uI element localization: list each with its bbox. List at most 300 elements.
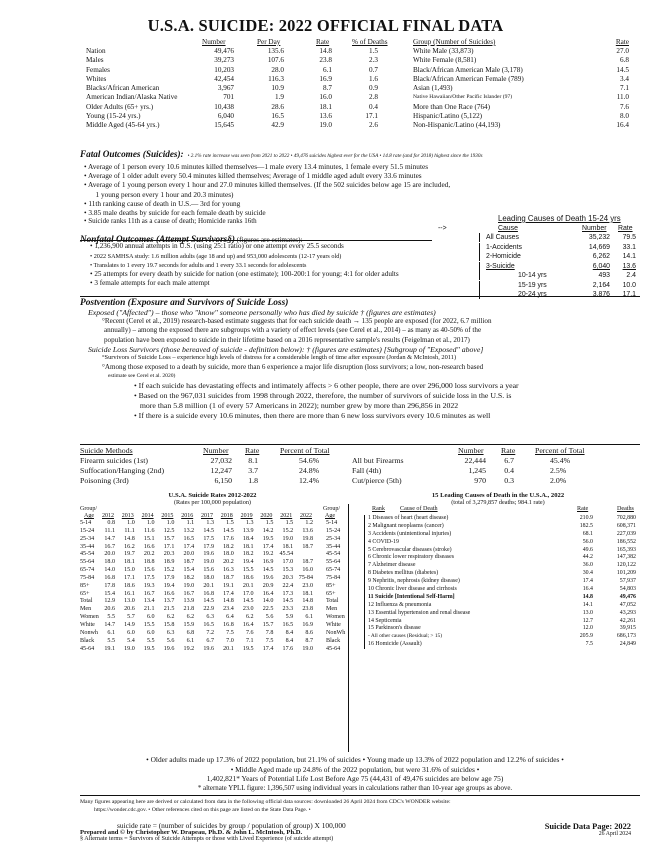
leading-cause: 2-Homicide (486, 253, 521, 260)
rates-row (80, 622, 345, 630)
rates-value: 6.0 (127, 629, 135, 636)
causes-rate-header: Rate (577, 506, 589, 512)
rates-value: 11.6 (144, 527, 155, 534)
cause-name: 6 Chronic lower respiratory diseases (368, 554, 455, 561)
fatal-bullet: • Average of 1 older adult every 50.4 minutes killed themselves; Average of 1 middle aged adult every 33.6 minutes (84, 171, 422, 181)
rates-group-right: 25-34 (326, 535, 341, 542)
rates-value: 18.6 (242, 574, 254, 581)
cause-row (356, 641, 640, 649)
leading-age-number: 493 (598, 272, 610, 279)
rates-value: 75-84 (298, 574, 313, 581)
cause-deaths: 147,382 (616, 554, 636, 561)
fatal-bullet: 1 young person every 1 hour and 20.3 minutes) (90, 189, 234, 199)
rates-value: 15.6 (203, 567, 214, 574)
rates-value: 18.1 (242, 543, 254, 550)
method-row (80, 476, 640, 486)
rates-group-header-right: Group/ (323, 506, 340, 512)
year-header: 2014 (141, 513, 154, 519)
rates-group-right: 15-24 (326, 527, 341, 534)
leading-number: 35,232 (588, 234, 610, 241)
leading-divider (479, 252, 480, 261)
year-header: 2017 (201, 513, 213, 519)
rates-group: 45-64 (80, 645, 95, 652)
cause-row (356, 570, 640, 578)
rates-value: 17.5 (143, 574, 155, 581)
cause-divider (364, 586, 365, 594)
methods-header: Suicide Methods (80, 446, 133, 455)
rates-value: 20.3 (282, 574, 294, 581)
rates-value: 18.7 (223, 574, 234, 581)
group-rate: 16.4 (616, 121, 629, 130)
postvention-bullet: • If there is a suicide every 10.6 minutes, then there are more than 6 new loss survivors every 10.6 minutes as well (134, 411, 491, 421)
cause-row (356, 515, 640, 523)
summary-label: Whites (86, 74, 107, 83)
year-header: 2013 (121, 513, 134, 519)
rates-value: 14.5 (282, 598, 294, 605)
cause-divider (364, 602, 365, 610)
leading-age-number: 3,876 (592, 291, 610, 298)
leading-age: 15-19 yrs (518, 281, 547, 289)
rates-value: 18.1 (124, 559, 135, 566)
rates-value: 17.4 (262, 543, 274, 550)
method-number: 12,247 (210, 466, 232, 475)
rates-value: 18.1 (302, 590, 313, 597)
rates-value: 13.6 (302, 527, 313, 534)
rates-value: 20.6 (124, 606, 135, 613)
group-label: Black/African American Female (789) (413, 74, 524, 83)
rates-value: 16.3 (223, 567, 234, 574)
rates-value: 18.7 (302, 543, 313, 550)
cause-rate: 68.1 (582, 530, 593, 537)
bottom-bullet: • Older adults made up 17.3% of 2022 population, but 21.1% of suicides • Young made up 13.3% of 2022 population and 12.2% of suicides • (146, 755, 564, 764)
summary-label: Middle Aged (45-64 yrs.) (86, 121, 160, 130)
rates-row (80, 528, 345, 536)
method-pct: 24.8% (299, 466, 320, 475)
rates-value: 1.5 (265, 520, 274, 526)
rates-value: 23.0 (242, 606, 254, 613)
group-rate-header: Rate (615, 38, 629, 46)
rates-row (80, 583, 345, 591)
rates-subtitle: (Rates per 100,000 population) (174, 499, 251, 506)
rates-value: 23.3 (282, 606, 294, 613)
method-pct-2: 45.4% (550, 456, 571, 465)
summary-per-day: 1.9 (275, 93, 284, 102)
method-name: Poisoning (3rd) (80, 476, 129, 485)
rates-value: 19.0 (302, 645, 313, 652)
group-label: White Female (8,581) (413, 56, 477, 65)
method-rate: 8.1 (248, 456, 258, 465)
rates-value: 20.2 (143, 551, 155, 558)
rates-value: 17.4 (262, 645, 274, 652)
among-line: estimate see Cerel et al. 2020) (108, 372, 176, 379)
group-label: White Male (33,873) (413, 47, 474, 55)
summary-pct: 1.6 (369, 74, 378, 83)
cause-divider (364, 531, 365, 539)
rates-group-right: 75-84 (326, 574, 341, 581)
leading-number-header: Number (582, 225, 607, 232)
summary-per-day: 16.5 (271, 112, 284, 121)
rates-value: 20.6 (104, 606, 115, 613)
rates-value: 15.2 (163, 567, 175, 574)
rates-row (80, 638, 345, 646)
method-pct: 54.6% (299, 456, 320, 465)
rates-value: 6.1 (186, 637, 195, 644)
rates-value: 14.8 (223, 598, 234, 605)
nonfatal-bullet: • 3 female attempts for each male attempt (90, 279, 210, 287)
leading-divider (479, 271, 480, 280)
summary-row (86, 93, 404, 102)
rates-row (80, 606, 345, 614)
methods-table (80, 446, 640, 486)
cause-divider (364, 515, 365, 523)
rates-row (80, 630, 345, 638)
cause-name: 8 Diabetes mellitus (diabetes) (368, 570, 439, 577)
rates-group-right: 45-54 (326, 551, 341, 558)
rates-value: 6.4 (226, 614, 234, 621)
cause-divider (364, 610, 365, 618)
group-rate: 8.0 (620, 112, 629, 121)
cause-deaths: 186,552 (616, 538, 636, 545)
cause-deaths: 24,849 (619, 641, 636, 648)
rates-value: 20.1 (242, 582, 254, 589)
rates-value: 18.2 (183, 574, 195, 581)
method-row (80, 466, 640, 476)
rates-value: 12.9 (104, 598, 115, 605)
cause-rate: 13.0 (582, 609, 593, 616)
cause-divider (364, 641, 365, 649)
rates-group-right: 45-64 (326, 645, 341, 652)
rates-value: 20.3 (163, 551, 175, 558)
rates-value: 20.2 (223, 559, 234, 566)
rates-age-header-right: Age (325, 513, 335, 519)
rates-value: 45.54 (279, 551, 294, 558)
cause-deaths: 54,803 (619, 586, 636, 593)
summary-rate: 14.8 (319, 47, 332, 55)
cause-rate: 44.2 (582, 554, 593, 561)
method-rate: 3.7 (248, 466, 258, 475)
cause-row (356, 578, 640, 586)
rates-value: 7.1 (245, 637, 254, 644)
summary-label: Blacks/African American (86, 84, 160, 93)
cause-deaths: 120,122 (616, 562, 636, 569)
cause-deaths: 608,371 (616, 522, 636, 529)
cause-deaths: 227,039 (616, 530, 636, 537)
cause-name: 10 Chronic liver disease and cirrhosis (368, 586, 457, 593)
summary-pct: 2.6 (369, 121, 378, 130)
rates-value: 19.5 (242, 645, 254, 652)
summary-number: 3,967 (217, 84, 234, 93)
rates-value: 5.5 (107, 614, 115, 621)
rates-value: 14.5 (203, 527, 214, 534)
summary-per-day: 28.0 (271, 65, 284, 74)
rates-value: 15.0 (124, 567, 135, 574)
rates-value: 1.0 (127, 520, 135, 526)
cause-deaths: 49,476 (619, 593, 636, 600)
rates-group: Black (80, 637, 95, 644)
cause-deaths: 43,293 (619, 609, 636, 616)
nonfatal-bullet: • Translates to 1 every 19.7 seconds for adults and 1 every 33.1 seconds for adolescents (90, 261, 307, 269)
method-name: Suffocation/Hanging (2nd) (80, 466, 165, 475)
rates-value: 19.6 (203, 551, 214, 558)
rates-group: 65+ (80, 590, 90, 597)
method-rate: 1.8 (248, 476, 258, 485)
rates-value: 16.8 (223, 621, 234, 628)
rates-value: 18.2 (223, 543, 234, 550)
summary-rate: 19.0 (319, 121, 332, 130)
causes-deaths-header: Deaths (617, 506, 634, 512)
summary-pct: 0.7 (369, 65, 378, 74)
rates-value: 18.1 (282, 543, 294, 550)
rates-group-right: Women (326, 614, 345, 621)
fatal-bullet: • Suicide ranks 11th as a cause of death; Homicide ranks 16th (84, 217, 257, 226)
year-header: 2021 (280, 513, 293, 519)
summary-rate: 13.6 (319, 112, 332, 121)
summary-number: 39,273 (214, 56, 234, 65)
summary-row (86, 112, 404, 121)
source-line: Many figures appearing here are derived or calculated from data in the following official data sources: downloaded 26 April 2024 from CDC's WONDER website: (80, 799, 451, 805)
fatal-note: • 2.1% rate increase was seen from 2021 to 2022 • 49,476 suicides highest ever for the USA • 14.8 rate (and for 2018) highest since the 1930s (187, 153, 483, 159)
method-pct-2: 2.0% (550, 476, 567, 485)
rates-value: 5.9 (285, 614, 294, 621)
summary-per-day: 135.6 (267, 47, 284, 55)
leading-cause-header: Cause (498, 225, 518, 232)
rates-row (80, 575, 345, 583)
cause-deaths: 57,937 (619, 578, 636, 585)
nonfatal-rule (80, 240, 432, 241)
leading-divider (479, 262, 480, 271)
bottom-bullets (60, 755, 650, 793)
rates-value: 6.2 (186, 614, 195, 621)
leading-title: Leading Causes of Death 15-24 yrs (498, 214, 621, 223)
rates-value: 16.7 (143, 590, 155, 597)
cause-name: 13 Essential hypertension and renal disease (368, 609, 471, 616)
rates-value: 19.0 (282, 535, 294, 542)
rates-value: 16.9 (302, 621, 313, 628)
rates-group-right: NonWh (326, 629, 346, 636)
bottom-bullet: • Middle Aged made up 24.8% of the 2022 population, but were 31.6% of suicides • (230, 764, 480, 774)
rates-value: 18.0 (203, 574, 214, 581)
summary-label: Older Adults (65+ yrs.) (86, 102, 154, 111)
rates-value: 14.5 (242, 598, 254, 605)
rates-value: 20.0 (104, 551, 115, 558)
group-rate: 3.4 (620, 74, 629, 83)
rates-value: 20.9 (262, 582, 274, 589)
rates-value: 15.6 (143, 567, 155, 574)
rates-value: 20.1 (203, 582, 214, 589)
group-rate: 14.5 (616, 65, 629, 74)
page-title: U.S.A. SUICIDE: 2022 OFFICIAL FINAL DATA (147, 16, 504, 35)
rates-value: 6.2 (166, 614, 175, 621)
fatal-heading: Fatal Outcomes (Suicides): (80, 149, 184, 159)
rates-group-right: 55-64 (326, 559, 341, 566)
summary-per-day: 116.3 (268, 74, 284, 83)
tables-divider (348, 504, 349, 752)
rate-formula: suicide rate = (number of suicides by group / population of group) X 100,000 (117, 821, 346, 830)
summary-number: 10,203 (214, 65, 234, 74)
cause-name: 4 COVID-19 (368, 538, 399, 545)
leading-divider (479, 233, 480, 242)
header-rate: Rate (316, 38, 330, 46)
rates-value: 6.7 (206, 637, 214, 644)
summary-row (86, 75, 404, 84)
rates-value: 8.7 (305, 637, 313, 644)
summary-number: 6,040 (217, 112, 234, 121)
rates-value: 14.8 (124, 535, 135, 542)
summary-rate: 18.1 (319, 102, 332, 111)
rates-title: U.S.A. Suicide Rates 2012-2022 (168, 492, 257, 499)
group-label: More than One Race (764) (413, 102, 491, 111)
nonfatal-bullet: • 1,236,900 annual attempts in U.S. (using 25:1 ratio) or one attempt every 25.5 seconds (90, 242, 344, 250)
group-row (413, 121, 629, 130)
rates-group: White (80, 621, 95, 628)
data-page-date: 26 April 2024 (598, 831, 631, 837)
group-rate: 6.8 (620, 56, 629, 65)
leading-causes (490, 214, 640, 224)
rates-group: 55-64 (80, 559, 95, 566)
rates-value: 19.0 (183, 582, 195, 589)
rates-value: 18.0 (223, 551, 234, 558)
rates-group-right: 65+ (326, 590, 336, 597)
rates-value: 8.4 (285, 637, 294, 644)
cause-deaths: 702,880 (616, 515, 636, 521)
cause-name: 12 Influenza & pneumonia (368, 601, 432, 608)
fatal-bullet: • 11th ranking cause of death in U.S.— 3rd for young (84, 198, 241, 208)
summary-row (86, 103, 404, 112)
rates-group: 65-74 (80, 567, 95, 574)
rates-value: 15.5 (242, 567, 254, 574)
rates-group: 35-44 (80, 543, 95, 550)
rates-value: 17.6 (282, 645, 294, 652)
cause-divider (364, 618, 365, 626)
rates-value: 1.3 (206, 520, 214, 526)
rates-value: 15.7 (163, 535, 175, 542)
cause-row (356, 539, 640, 547)
nonfatal-bullet: • 2022 SAMHSA study: 1.6 million adults (age 18 and up) and 953,000 adolescents (12-17 years old) (90, 252, 342, 260)
rates-value: 15.9 (183, 621, 195, 628)
group-row (413, 112, 629, 121)
cause-deaths: 39,915 (619, 625, 636, 632)
rates-value: 6.1 (305, 614, 313, 621)
group-header: Group (Number of Suicides) (413, 38, 496, 46)
summary-row (86, 121, 404, 130)
rates-value: 15.8 (163, 621, 175, 628)
rates-value: 14.7 (104, 621, 115, 628)
group-row (413, 93, 629, 102)
leading-cause: 3-Suicide (486, 262, 515, 270)
causes-table (356, 492, 640, 649)
sources (80, 798, 640, 814)
rates-value: 7.8 (265, 629, 274, 636)
leading-number: 6,262 (592, 253, 610, 260)
leading-rate-header: Rate (618, 225, 633, 232)
cause-row (356, 618, 640, 626)
group-rate: 7.1 (620, 84, 629, 93)
rates-value: 19.2 (183, 645, 195, 652)
leading-rate: 13.6 (622, 262, 636, 270)
summary-rate: 23.8 (319, 56, 332, 65)
rates-value: 19.1 (104, 645, 115, 652)
method-rate-2: 0.4 (504, 466, 514, 475)
rates-value: 14.0 (104, 567, 115, 574)
section-rule-postvention (80, 296, 640, 297)
cause-row (356, 523, 640, 531)
rates-value: 18.7 (302, 559, 313, 566)
rates-value: 20.1 (223, 645, 234, 652)
bottom-bullet: * alternate YPLL figure: 1,396,507 using individual years in calculations rather than 10-year age groups as above. (197, 784, 513, 792)
loss-survivors-text: Suicide Loss Survivors (those bereaved of suicide - definition below): † (figures are estimates) [Subgroup of "Exposed" above] (88, 344, 484, 354)
rates-age-header: Age (84, 513, 94, 519)
rates-value: 19.8 (302, 535, 313, 542)
rates-value: 19.6 (262, 574, 274, 581)
rates-value: 14.9 (124, 621, 135, 628)
rates-group: 75-84 (80, 574, 95, 581)
method-number-2: 22,444 (464, 456, 486, 465)
summary-label: Young (15-24 yrs.) (86, 112, 141, 121)
summary-label: American Indian/Alaska Native (86, 93, 178, 102)
rates-value: 14.5 (203, 598, 214, 605)
summary-number: 42,454 (214, 74, 234, 83)
summary-row (86, 84, 404, 93)
cause-deaths: 101,209 (616, 570, 636, 577)
group-row (413, 75, 629, 84)
cause-rate: 210.9 (579, 515, 593, 521)
leading-age-rate: 17.1 (622, 291, 636, 298)
cause-row (356, 554, 640, 562)
rates-value: 5.7 (127, 614, 135, 621)
summary-rate: 16.9 (319, 74, 332, 83)
rates-value: 18.7 (183, 559, 195, 566)
rates-value: 19.2 (262, 551, 274, 558)
summary-rate: 8.7 (323, 84, 332, 93)
leading-number: 14,669 (588, 243, 610, 251)
cause-rate: 7.5 (585, 641, 593, 648)
cause-name: 1 Diseases of heart (heart disease) (368, 515, 449, 521)
rates-group-right: 35-44 (326, 543, 341, 550)
summary-number: 701 (223, 93, 234, 102)
rates-value: 23.4 (223, 606, 234, 613)
group-row (413, 47, 629, 56)
rates-value: 0.8 (107, 520, 115, 526)
summary-pct: 0.4 (369, 102, 378, 111)
rates-value: 11.1 (124, 527, 135, 534)
rates-value: 7.5 (226, 629, 234, 636)
leading-cause: 1-Accidents (486, 243, 523, 251)
method-pct: 12.4% (299, 476, 320, 485)
prepared-by: Prepared and © by Christopher W. Drapeau, Ph.D. & John L. McIntosh, Ph.D. (80, 829, 303, 836)
rates-value: 1.5 (226, 520, 234, 526)
leading-divider (479, 243, 480, 252)
cause-divider (364, 578, 365, 586)
cause-deaths: 47,052 (619, 601, 636, 608)
rates-value: 16.6 (163, 590, 175, 597)
bottom-bullet: 1,402,821* Years of Potential Life Lost Before Age 75 (44,431 of 49,476 suicides are below age 75) (206, 774, 504, 784)
group-label: Asian (1,493) (413, 84, 453, 93)
year-header: 2020 (260, 513, 273, 519)
rates-value: 16.8 (104, 574, 115, 581)
leading-cause: All Causes (486, 234, 519, 241)
rates-value: 1.0 (166, 520, 175, 526)
rates-row (80, 559, 345, 567)
cause-name: 5 Cerebrovascular diseases (stroke) (368, 546, 452, 553)
rates-value: 5.5 (107, 637, 115, 644)
group-rate: 27.0 (616, 47, 629, 55)
summary-label: Females (86, 65, 110, 74)
cause-rate: 12.7 (582, 617, 593, 624)
rates-value: 21.8 (183, 606, 195, 613)
rates-value: 14.7 (104, 535, 115, 542)
summary-table (86, 38, 404, 131)
methods-rate-header: Rate (245, 446, 260, 455)
